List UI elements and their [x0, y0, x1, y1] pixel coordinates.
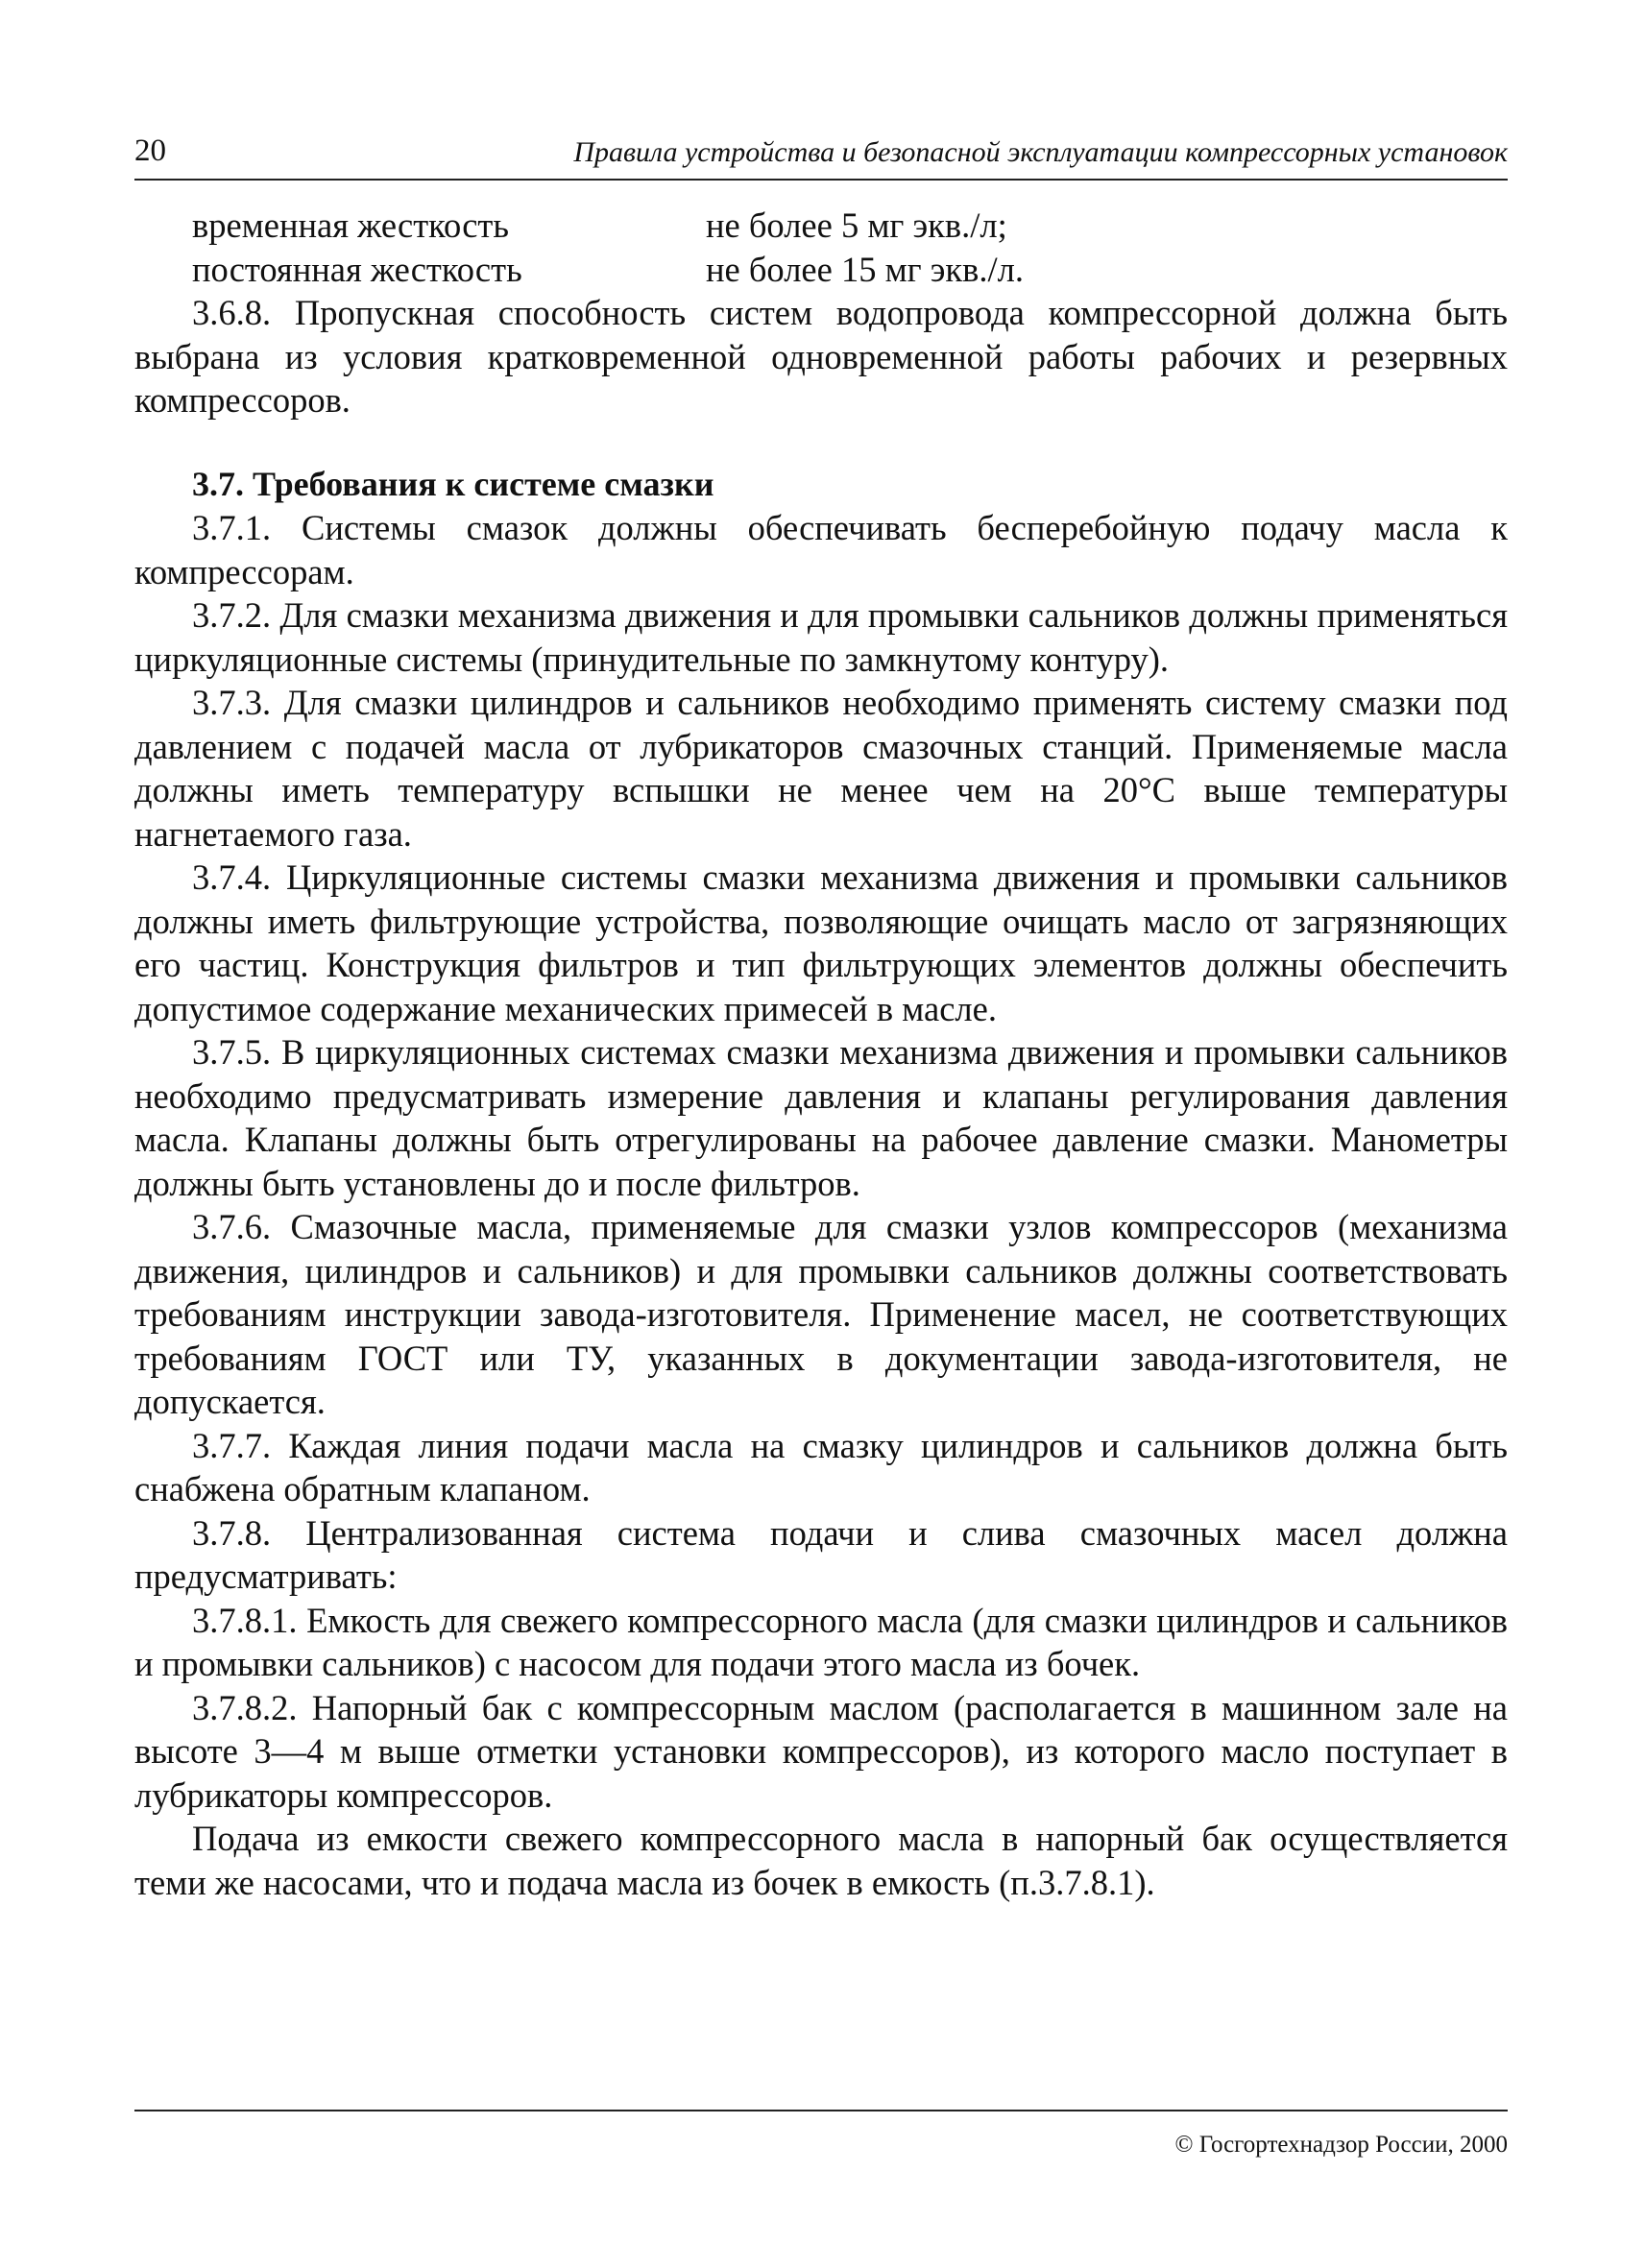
paragraph: 3.7.3. Для смазки цилиндров и сальников необходимо применять систему смазки под давлением с подачей масла от лубрикаторов смазочных станций. Применяемые масла должны иметь температуру вспышки не менее чем на 20°С выше температуры нагнетаемого газа.: [134, 683, 1508, 854]
hardness-value: не более 15 мг экв./л.: [706, 249, 1024, 289]
page-number: 20: [134, 133, 166, 168]
paragraph: 3.7.4. Циркуляционные системы смазки механизма движения и промывки сальников должны иметь фильтрующие устройства, позволяющие очищать масло от загрязняющих его частиц. Конструкция фильтров и тип фильтрующих элементов должны обеспечить допустимое содержание механических примесей в масле.: [134, 857, 1508, 1028]
footer-rule: [134, 2110, 1508, 2111]
header-rule: [134, 179, 1508, 181]
paragraph: Подача из емкости свежего компрессорного масла в напорный бак осуществляется теми же насосами, что и подача масла из бочек в емкость (п.3.7.8.1).: [134, 1819, 1508, 1902]
hardness-label: временная жесткость: [192, 205, 509, 245]
running-title: Правила устройства и безопасной эксплуатации компрессорных установок: [573, 136, 1508, 168]
paragraph: 3.7.5. В циркуляционных системах смазки механизма движения и промывки сальников необходимо предусматривать измерение давления и клапаны регулирования давления масла. Клапаны должны быть отрегулированы на рабочее давление смазки. Манометры должны быть установлены до и после фильтров.: [134, 1032, 1508, 1203]
hardness-row: [134, 248, 1508, 292]
paragraph: 3.7.2. Для смазки механизма движения и для промывки сальников должны применяться циркуляционные системы (принудительные по замкнутому контуру).: [134, 595, 1508, 679]
paragraph: 3.7.6. Смазочные масла, применяемые для смазки узлов компрессоров (механизма движения, цилиндров и сальников) и для промывки сальников должны соответствовать требованиям инструкции завода-изготовителя. Применение масел, не соответствующих требованиям ГОСТ или ТУ, указанных в документации завода-изготовителя, не допускается.: [134, 1207, 1508, 1421]
page-body: [134, 204, 1508, 1904]
paragraph-3-6-8: 3.6.8. Пропускная способность систем водопровода компрессорной должна быть выбрана из условия кратковременной одновременной работы рабочих и резервных компрессоров.: [134, 293, 1508, 420]
page-header: [134, 130, 1508, 172]
paragraph: 3.7.1. Системы смазок должны обеспечивать бесперебойную подачу масла к компрессорам.: [134, 508, 1508, 591]
hardness-value: не более 5 мг экв./л;: [706, 205, 1007, 245]
section-title: 3.7. Требования к системе смазки: [192, 464, 714, 503]
copyright-footer: © Госгортехнадзор России, 2000: [1174, 2132, 1508, 2158]
hardness-label: постоянная жесткость: [192, 249, 522, 289]
paragraph: 3.7.8.2. Напорный бак с компрессорным маслом (располагается в машинном зале на высоте 3—4 м выше отметки установки компрессоров), из которого масло поступает в лубрикаторы компрессоров.: [134, 1687, 1508, 1815]
paragraph: 3.7.8. Централизованная система подачи и слива смазочных масел должна предусматривать:: [134, 1512, 1508, 1596]
hardness-row: [134, 204, 1508, 248]
paragraph: 3.7.7. Каждая линия подачи масла на смазку цилиндров и сальников должна быть снабжена обратным клапаном.: [134, 1425, 1508, 1508]
paragraph: 3.7.8.1. Емкость для свежего компрессорного масла (для смазки цилиндров и сальников и промывки сальников) с насосом для подачи этого масла из бочек.: [134, 1600, 1508, 1683]
